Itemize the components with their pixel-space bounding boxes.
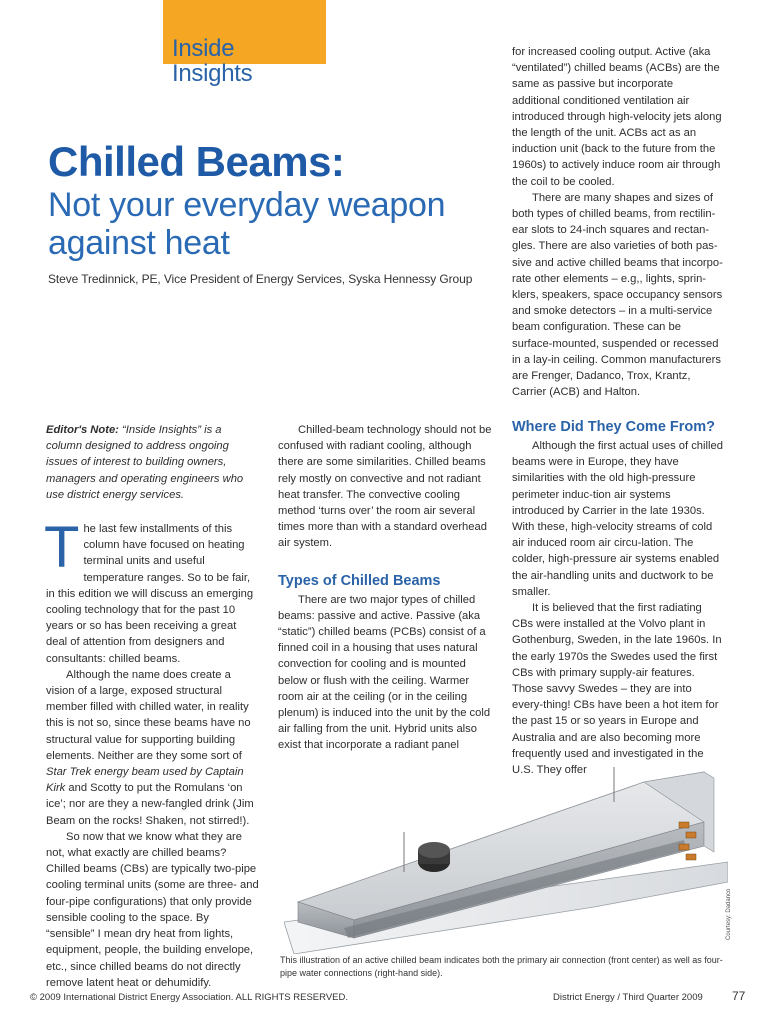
drop-cap: T — [44, 515, 80, 581]
editors-note-text: “Inside Insights” is a column designed to address ongoing issues of interest to building owners, managers and operating engineers who use district energy services. — [46, 424, 244, 501]
article-subtitle: Not your everyday weapon against heat — [48, 186, 446, 262]
paragraph: Chilled-beam technology should not be confused with radiant cooling, although there are some similarities. Chilled beams rely mostly on convective and not radiant heat transfer. The convective cooling method ‘turns over’ the room air several times more than with a standard overhead air system. — [278, 424, 492, 550]
figure-caption: This illustration of an active chilled beam indicates both the primary air connection (front center) as well as four-pipe water connections (right-hand side). — [280, 955, 723, 978]
paragraph — [44, 515, 260, 667]
section-label-line1: Inside — [172, 35, 235, 62]
paragraph-text: he last few installments of this column have focused on heating terminal units and useful temperature ranges. So to be fair, in this edition we will discuss an emerging cooling technology that for the past 10 years or so has been receiving a great deal of attention from designers and consultants: chilled beams. — [46, 523, 254, 665]
column-3-top — [512, 44, 724, 400]
editors-note-label: Editor's Note: — [46, 424, 119, 436]
article-byline: Steve Tredinnick, PE, Vice President of Energy Services, Syska Hennessy Group — [48, 272, 473, 286]
page-number: 77 — [732, 989, 746, 1003]
footer-copyright: © 2009 International District Energy Association. ALL RIGHTS RESERVED. — [30, 992, 349, 1003]
paragraph: Although the first actual uses of chilled beams were in Europe, they have similarities with the old high-pressure perimeter induc-tion air systems introduced by Carrier in the late 1930s. With these, high-velocity streams of cold air induced room air circu-lation. The colder, high-pressure air systems enabled the air-handling units and ductwork to be smaller. — [512, 440, 723, 598]
column-3 — [512, 418, 724, 778]
chilled-beam-illustration — [284, 762, 728, 954]
paragraph: There are many shapes and sizes of both types of chilled beams, from rectilin-ear slots to 24-inch squares and rectan-gles. There are also varieties of both pas-sive and active chilled beams that incorpo-rate other elements – e.g,, lights, sprin-klers, speakers, space occupancy sensors and smoke detectors – in a multi-service beam configuration. These can be surface-mounted, suspended or recessed in a lay-in ceiling. Common manufacturers are Frenger, Dadanco, Trox, Krantz, Carrier (ACB) and Halton. — [512, 191, 723, 399]
paragraph: So now that we know what they are not, what exactly are chilled beams? Chilled beams (CBs) are typically two-pipe cooling terminal units (some are three- and four-pipe configurations) that only provide sensible cooling to the space. By “sensible” I mean dry heat from lights, equipment, people, the building envelope, etc., since chilled beams do not directly remove latent heat or dehumidify. — [46, 830, 259, 989]
paragraph-text: and Scotty to put the Romulans ‘on ice’; nor are they a new-fangled drink (Jim Beam on the rocks! Shaken, not stirred!). — [46, 782, 254, 827]
italic-text: Star Trek energy beam used by Captain Kirk — [46, 766, 244, 795]
article-title: Chilled Beams: — [48, 138, 345, 185]
paragraph — [46, 667, 260, 829]
column-1 — [46, 422, 260, 991]
paragraph: It is believed that the first radiating CBs were installed at the Volvo plant in Gothenburg, Sweden, in the late 1960s. In the early 1970s the Swedes used the first CBs with primary supply-air features. Those savvy Swedes – they are into every-thing! CBs have been a hot item for the past 15 or so years in Europe and Australia and are also becoming more frequently used and investigated in the U.S. They offer — [512, 602, 722, 777]
paragraph: for increased cooling output. Active (aka “ventilated”) chilled beams (ACBs) are the same as passive but incorporate additional conditioned ventilation air introduced through high-velocity jets along the length of the unit. ACBs act as an induction unit (back to the future from the 1960s) to actively induce room air through the coil to be cooled. — [512, 46, 722, 188]
footer-journal: District Energy / Third Quarter 2009 — [553, 992, 703, 1003]
figure-credit: Courtesy: Dadanco — [726, 888, 732, 940]
column-2 — [278, 422, 492, 754]
paragraph: There are two major types of chilled beams: passive and active. Passive (aka “static”) chilled beams (PCBs) consist of a finned coil in a housing that uses natural convection for cooling and is mounted below or flush with the ceiling. Warmer room air at the ceiling (or in the ceiling plenum) is induced into the unit by the cold air falling from the unit. Hybrid units also exist that incorporate a radiant panel — [278, 593, 491, 752]
editors-note — [46, 422, 260, 503]
section-label-line2: Insights — [172, 60, 253, 87]
section-label — [172, 36, 252, 86]
heading-types-of-chilled-beams: Types of Chilled Beams — [278, 572, 441, 589]
paragraph-text: Although the name does create a vision of a large, exposed structural member filled with chilled water, in reality this is not so, since these beams have no structural value for supporting building elements. Neither are they some sort of — [46, 668, 251, 762]
heading-where-did-they-come-from: Where Did They Come From? — [512, 419, 716, 435]
